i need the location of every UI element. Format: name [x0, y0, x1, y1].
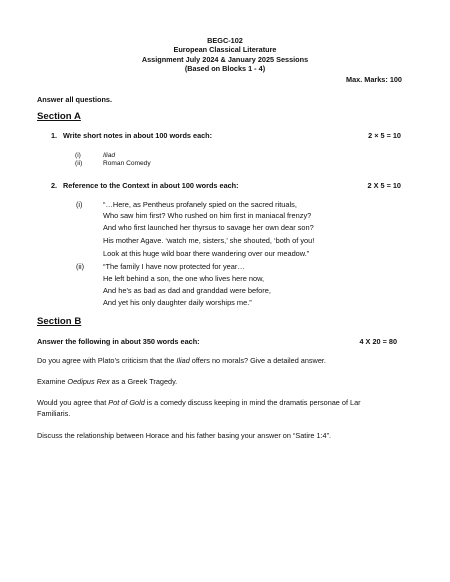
blocks-note: (Based on Blocks 1 - 4) [184, 64, 266, 73]
q1-text: Write short notes in about 100 words each: [63, 131, 213, 140]
q1-item-2-number: (ii) [75, 160, 83, 167]
q-text-start: Do you agree with Plato’s criticism that the [37, 356, 177, 365]
section-a-title: Section A [37, 111, 81, 122]
section-b-question-1 [37, 356, 326, 365]
assignment-session: Assignment July 2024 & January 2025 Sessions [141, 55, 309, 64]
work-title: Oedipus Rex [67, 377, 110, 386]
course-title: European Classical Literature [173, 45, 277, 54]
section-b-question-2 [37, 377, 177, 386]
passage-2-number: (ii) [76, 262, 85, 271]
passage-1-number: (i) [76, 200, 83, 209]
passage-1-line: And who first launched her thyrsus to savage her own dear son? [103, 223, 314, 232]
q2-marks: 2 X 5 = 10 [367, 181, 401, 190]
passage-1-line: “…Here, as Pentheus profanely spied on the sacred rituals, [103, 200, 297, 209]
general-instruction: Answer all questions. [37, 95, 113, 104]
passage-2-line: “The family I have now protected for year… [103, 262, 245, 271]
q1-item-2-text: Roman Comedy [103, 160, 151, 167]
work-title: Pot of Gold [108, 398, 145, 407]
passage-1-line: His mother Agave. ‘watch me, sisters,’ she shouted, ‘both of you! [103, 236, 315, 245]
section-b-question-4: Discuss the relationship between Horace and his father basing your answer on “Satire 1:4”. [37, 431, 332, 440]
passage-2-line: And he’s as bad as dad and granddad were before, [103, 286, 271, 295]
q1-item-1-text: Iliad [103, 152, 116, 159]
max-marks: Max. Marks: 100 [346, 75, 402, 84]
q-text-start: Examine [37, 377, 68, 386]
passage-2-line: And yet his only daughter daily worships me.” [103, 298, 252, 307]
course-code: BEGC-102 [207, 36, 243, 45]
q-text-start: Would you agree that [37, 398, 109, 407]
section-b-marks: 4 X 20 = 80 [359, 337, 397, 346]
section-b-question-3-continued: Familiaris. [37, 409, 71, 418]
passage-1-line: Who saw him first? Who rushed on him first in maniacal frenzy? [103, 211, 312, 220]
q-text-end: offers no morals? Give a detailed answer. [189, 356, 326, 365]
q1-number: 1. [51, 131, 58, 140]
q1-item-1-number: (i) [75, 152, 81, 159]
passage-1-line: Look at this huge wild boar there wandering over our meadow.” [103, 249, 310, 258]
work-title: Iliad [176, 356, 190, 365]
q1-marks: 2 × 5 = 10 [368, 131, 401, 140]
passage-2-line: He left behind a son, the one who lives here now, [103, 274, 265, 283]
q2-text: Reference to the Context in about 100 words each: [63, 181, 239, 190]
q-text-end: is a comedy discuss keeping in mind the dramatis personae of Lar [144, 398, 361, 407]
section-b-question-3 [37, 398, 361, 407]
q2-number: 2. [51, 181, 58, 190]
section-b-title: Section B [37, 316, 82, 327]
section-b-instruction: Answer the following in about 350 words each: [37, 337, 200, 346]
q-text-end: as a Greek Tragedy. [109, 377, 178, 386]
